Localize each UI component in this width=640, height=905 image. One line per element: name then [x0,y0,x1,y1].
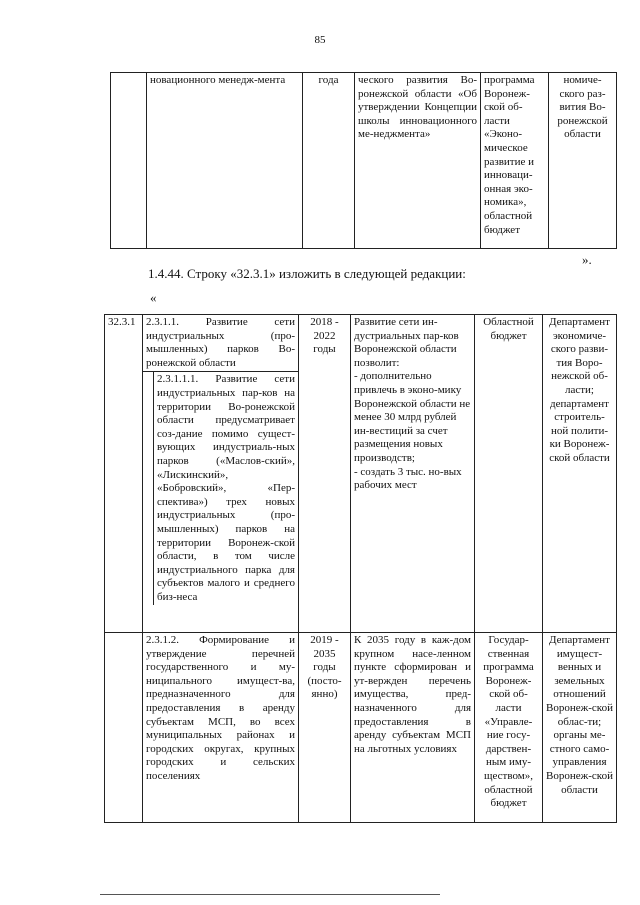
funding-source-cell: программа Воронеж-ской об-ласти «Эконо-мическое развитие и инноваци-онная эко-номика», областной бюджет [481,73,549,249]
executor-cell: номиче-ского раз-вития Во-ронежской области [549,73,617,249]
period-cell: 2018 - 2022 годы [299,315,351,633]
row-number-cell [111,73,147,249]
closing-quote: ». [582,252,592,267]
measure-name-cell: 2.3.1.2. Формирование и утверждение перечней государственного и му-ниципального имущест-ва, предназначенного для предоставления в аренду субъектам МСП, во всех муниципальных районах и городских округах, крупных городских и сельских поселениях [143,633,299,823]
executor-cell: Департамент экономиче-ского разви-тия Воро-нежской об-ласти; департамент строитель-ной полити-ки Воронеж-ской области [543,315,617,633]
row-number-cell: 32.3.1 [105,315,143,633]
executor-cell: Департамент имущест-венных и земельных отношений Воронеж-ской облас-ти; органы ме-стного само-управления Воронеж-ской области [543,633,617,823]
opening-quote: « [150,290,157,305]
funding-source-cell: Государ-ственная программа Воронеж-ской об-ласти «Управле-ние госу-дарствен-ным иму-ществом», областной бюджет [475,633,543,823]
nested-measure: 2.3.1.1.1. Развитие сети индустриальных пар-ков на территории Во-ронежской области предусматривает соз-дание помимо сущест-вующих индустриаль-ных парков («Маслов-ский», «Лискинский», «Бобровский», «Пер-спектива») трех новых индустриальных (про-мышленных) парков на территории Воронеж-ской области, в том числе индустриального парка для субъектов малого и среднего биз-неса [153,372,298,605]
result-cell: Развитие сети ин-дустриальных пар-ков Воронежской области позволит: - дополнительно привлечь в эконо-мику Воронежской области не менее 30 млрд рублей ин-вестиций за счет размещения новых производств; - создать 3 тыс. но-вых рабочих мест [351,315,475,633]
table-row [105,633,617,823]
table-row [111,73,617,249]
footer-divider [100,894,440,895]
period-cell: 2019 - 2035 годы (посто-янно) [299,633,351,823]
result-cell: К 2035 году в каж-дом крупном насе-ленном пункте сформирован и ут-вержден перечень имущества, пред-назначенного для предоставления в аренду субъектам МСП на льготных условиях [351,633,475,823]
table-row [105,315,617,633]
measure-title: 2.3.1.1. Развитие сети индустриальных (про-мышленных) парков Во-ронежской области [143,315,298,372]
measure-name-cell: новационного менедж-мента [147,73,303,249]
previous-table-fragment [110,72,617,249]
amendment-heading: 1.4.44. Строку «32.3.1» изложить в следующей редакции: [148,266,466,281]
period-cell: года [303,73,355,249]
result-cell: ческого развития Во-ронежской области «Об утверждении Концепции школы инновационного ме-неджмента» [355,73,481,249]
measure-name-cell [143,315,299,633]
amendment-table [104,314,617,823]
funding-source-cell: Областной бюджет [475,315,543,633]
row-number-cell [105,633,143,823]
page-number: 85 [314,34,326,46]
